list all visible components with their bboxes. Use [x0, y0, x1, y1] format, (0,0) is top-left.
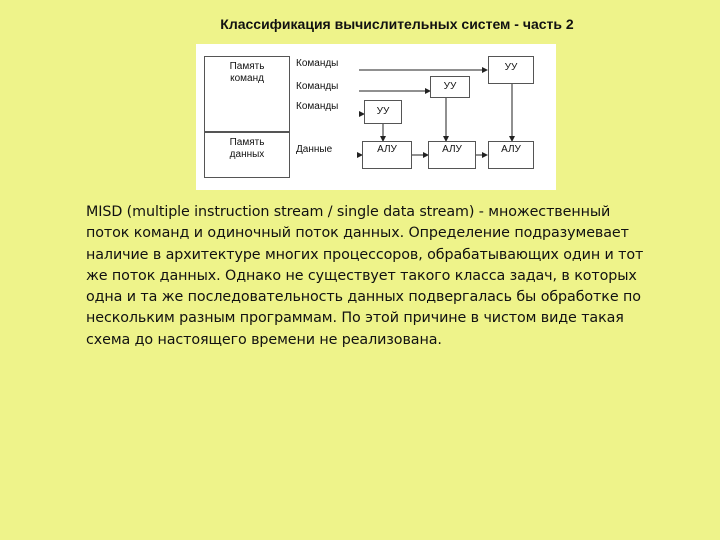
- data-memory-box: [204, 132, 290, 178]
- control-unit-3: УУ: [488, 56, 534, 84]
- description-line: нескольким разным программам. По этой причине в чистом виде такая: [86, 310, 624, 327]
- data-stream-label: Данные: [296, 144, 333, 155]
- description-line: схема до настоящего времени не реализована.: [86, 331, 442, 348]
- data-memory-label-line2: данных: [229, 149, 265, 160]
- alu-1: АЛУ: [362, 141, 412, 169]
- instruction-memory-label-line1: Память: [229, 61, 265, 72]
- slide-title: Классификация вычислительных систем - часть 2: [220, 16, 574, 32]
- alu-3: АЛУ: [488, 141, 534, 169]
- alu-2: АЛУ: [428, 141, 476, 169]
- instruction-stream-1-label: Команды: [296, 58, 339, 69]
- data-memory-label-line1: Память: [229, 137, 265, 148]
- control-unit-2: УУ: [430, 76, 470, 98]
- misd-diagram: [196, 44, 556, 190]
- description-line: же поток данных. Однако не существует такого класса задач, в которых: [86, 267, 637, 284]
- description-line: наличие в архитектуре многих процессоров, обрабатывающих один и тот: [86, 246, 644, 263]
- instruction-memory-box: [204, 56, 290, 132]
- instruction-stream-2-label: Команды: [296, 81, 339, 92]
- control-unit-1: УУ: [364, 100, 402, 124]
- misd-description: [86, 202, 646, 351]
- description-line: поток команд и одиночный поток данных. Определение подразумевает: [86, 225, 629, 242]
- description-line: MISD (multiple instruction stream / single data stream) - множественный: [86, 204, 611, 220]
- instruction-stream-3-label: Команды: [296, 101, 339, 112]
- description-line: одна и та же последовательность данных подвергалась бы обработке по: [86, 289, 641, 306]
- instruction-memory-label-line2: команд: [230, 73, 264, 84]
